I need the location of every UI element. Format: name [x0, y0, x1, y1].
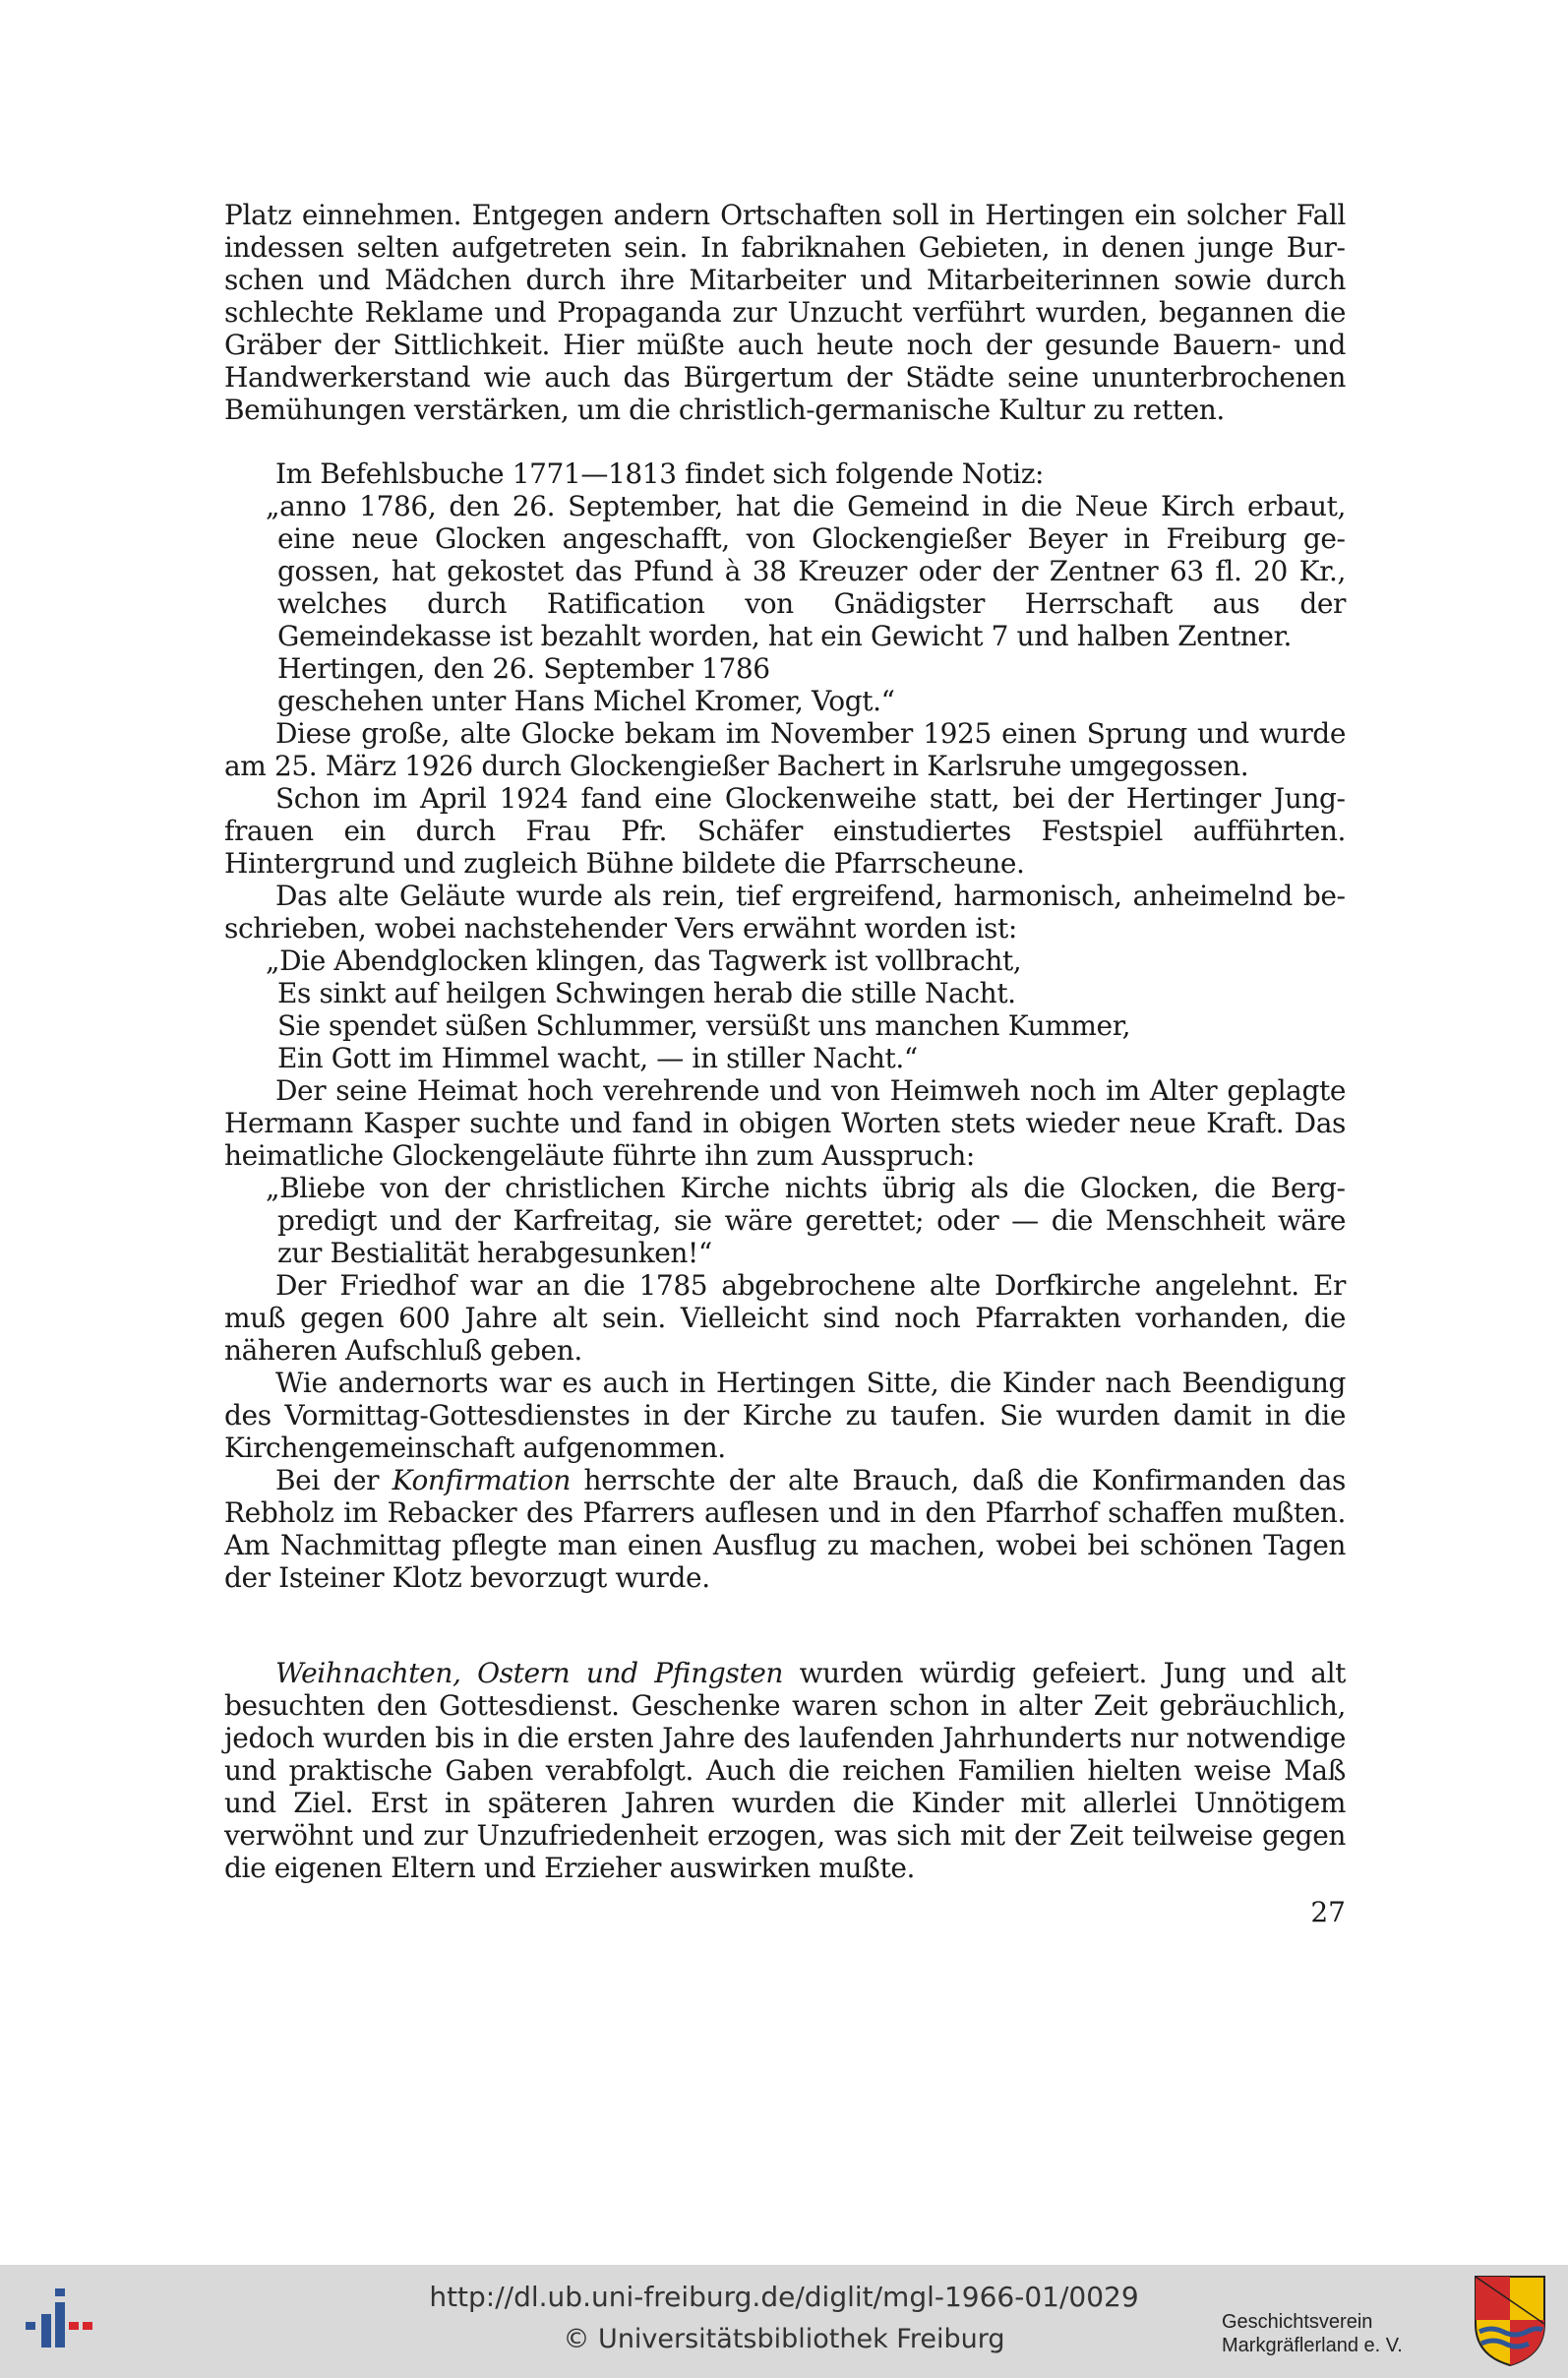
- society-name: [1222, 2310, 1458, 2357]
- paragraph-konfirmation: [224, 1464, 1346, 1594]
- paragraph-taufe: Wie andernorts war es auch in Hertingen Sitte, die Kinder nach Beendigung des Vormittag-Gottesdienstes in der Kirche zu taufen. Sie wurden damit in die Kirchengemeinschaft aufgenommen.: [224, 1367, 1346, 1464]
- paragraph-hermann-kasper: Der seine Heimat hoch verehrende und von Heimweh noch im Alter geplagte Hermann Kasper suchte und fand in obigen Worten stets wieder neue Kraft. Das heimatliche Glockengeläute führte ihn zum Ausspruch:: [224, 1074, 1346, 1172]
- feasts-term: Weihnachten, Ostern und Pfingsten: [275, 1657, 783, 1689]
- konfirmation-after: herrschte der alte Brauch, daß die Konfirmanden das Rebholz im Rebacker des Pfarrers auflesen und in den Pfarrhof schaffen mußten. Am Nachmittag pflegte man einen Ausflug zu machen, wobei bei schönen Tagen der Isteiner Klotz bevorzugt wurde.: [224, 1464, 1346, 1594]
- paragraph-bell-consecration: Schon im April 1924 fand eine Glockenweihe statt, bei der Hertinger Jungfrauen ein durch Frau Pfr. Schäfer einstudiertes Festspiel aufführten. Hintergrund und zugleich Bühne bildete die Pfarrscheune.: [224, 782, 1346, 880]
- page-number: 27: [1310, 1896, 1346, 1928]
- paragraph-feasts: [224, 1657, 1346, 1884]
- verse-line: Ein Gott im Himmel wacht, — in stiller Nacht.“: [277, 1042, 918, 1074]
- paragraph-befehlsbuch: Im Befehlsbuche 1771—1813 findet sich folgende Notiz:: [275, 457, 1045, 490]
- society-line-1: Geschichtsverein: [1222, 2311, 1373, 2333]
- paragraph-old-bells: Das alte Geläute wurde als rein, tief ergreifend, harmonisch, anheimelnd beschrieben, wobei nachstehender Vers erwähnt worden ist:: [224, 880, 1346, 945]
- coat-of-arms-icon: [1472, 2273, 1548, 2367]
- poem-verse: [266, 945, 1346, 1074]
- konfirmation-before: Bei der: [275, 1464, 392, 1496]
- society-line-2: Markgräflerland e. V.: [1222, 2335, 1403, 2356]
- quote-place-date: [266, 652, 1346, 685]
- quote-signature: [266, 685, 1346, 717]
- paragraph-friedhof: Der Friedhof war an die 1785 abgebrochene alte Dorfkirche angelehnt. Er muß gegen 600 Jahre alt sein. Vielleicht sind noch Pfarrakten vorhanden, die näheren Aufschluß geben.: [224, 1269, 1346, 1367]
- verse-line: Es sinkt auf heilgen Schwingen herab die stille Nacht.: [277, 977, 1016, 1009]
- konfirmation-term: Konfirmation: [392, 1464, 571, 1496]
- body-text: [224, 199, 1346, 1884]
- footer-url-link[interactable]: http://dl.ub.uni-freiburg.de/diglit/mgl-1966-01/0029: [429, 2281, 1139, 2313]
- quote-anno-1786: „anno 1786, den 26. September, hat die Gemeind in die Neue Kirch erbaut, eine neue Glocken angeschafft, von Glockengießer Beyer in Freiburg gegossen, hat gekostet das Pfund à 38 Kreuzer oder der Zentner 63 fl. 20 Kr., welches durch Ratification von Gnädigster Herrschaft aus der Gemeindekasse ist bezahlt worden, hat ein Gewicht 7 und halben Zentner.: [266, 490, 1346, 652]
- quote-bliebe: „Bliebe von der christlichen Kirche nichts übrig als die Glocken, die Bergpredigt und der Karfreitag, sie wäre gerettet; oder — die Menschheit wäre zur Bestialität herabgesunken!“: [266, 1172, 1346, 1269]
- verse-line: Sie spendet süßen Schlummer, versüßt uns manchen Kummer,: [277, 1009, 1131, 1042]
- paragraph-intro: Platz einnehmen. Entgegen andern Ortschaften soll in Hertingen ein solcher Fall indessen selten aufgetreten sein. In fabriknahen Gebieten, in denen junge Burschen und Mädchen durch ihre Mitarbeiter und Mitarbeiterinnen sowie durch schlechte Reklame und Propaganda zur Unzucht verführt wurden, begannen die Gräber der Sittlichkeit. Hier müßte auch heute noch der gesunde Bauern- und Handwerkerstand wie auch das Bürgertum der Städte seine ununterbrochenen Bemühungen verstärken, um die christlich-germanische Kultur zu retten.: [224, 199, 1346, 426]
- footer-copyright: © Universitätsbibliothek Freiburg: [563, 2324, 1005, 2354]
- quote-signature-text: geschehen unter Hans Michel Kromer, Vogt.“: [277, 685, 895, 717]
- verse-line: „Die Abendglocken klingen, das Tagwerk ist vollbracht,: [266, 945, 1022, 977]
- feasts-after: wurden würdig gefeiert. Jung und alt besuchten den Gottesdienst. Geschenke waren schon in alter Zeit gebräuchlich, jedoch wurden bis in die ersten Jahre des laufenden Jahrhunderts nur notwendige und praktische Gaben verabfolgt. Auch die reichen Familien hielten weise Maß und Ziel. Erst in späteren Jahren wurden die Kinder mit allerlei Unnötigem verwöhnt und zur Unzufriedenheit erzogen, was sich mit der Zeit teilweise gegen die eigenen Eltern und Erzieher auswirken mußte.: [224, 1657, 1346, 1884]
- paragraph-bell-crack: Diese große, alte Glocke bekam im November 1925 einen Sprung und wurde am 25. März 1926 durch Glockengießer Bachert in Karlsruhe umgegossen.: [224, 717, 1346, 782]
- quote-place-date-text: Hertingen, den 26. September 1786: [277, 652, 770, 685]
